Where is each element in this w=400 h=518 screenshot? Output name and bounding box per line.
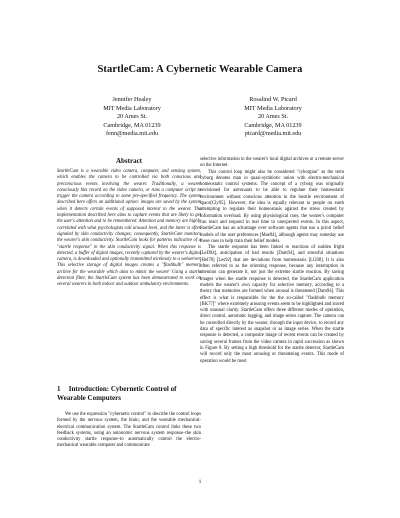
author-address-line: 20 Ames St.: [257, 113, 289, 121]
author-block-2: [198, 96, 348, 139]
author-address-line: Cambridge, MA 01239: [103, 121, 161, 129]
author-block-1: [57, 96, 207, 139]
body-paragraph: We use the expression "cybernetic control" to describe the control loops formed by the nervous system, the brain, and the wearable mechanical-electrical communication system. The StartleCam control links these two feedback systems, using an autonomic nervous system response–the skin conductivity startle response–to automatically control the electro-mechanical wearable computer and communicate: [57, 412, 201, 449]
abstract-text: StartleCam is a wearable video camera, computer, and sensing system, which enables the camera to be controlled via both conscious and preconscious events involving the wearer. Traditionally, a wearer consciously hits record on the video camera, or runs a computer script to trigger the camera according to some pre-specified frequency. The system described here offers an additional option: images are saved by the system when it detects certain events of supposed interest to the wearer. The implementation described here aims to capture events that are likely to get the user's attention and to be remembered. Attention and memory are highly correlated with what psychologists call arousal level, and the latter is often signaled by skin conductivity changes; consequently, StartleCam monitors the wearer's skin conductivity. StartleCam looks for patterns indicative of a "startle response" in the skin conductivity signal. When this response is detected, a buffer of digital images, recently captured by the wearer's digital camera, is downloaded and optionally transmitted wirelessly to a webserver. This selective storage of digital images creates a "flashbulb" memory archive for the wearable which aims to mimic the wearer' Using a startle detection filter, the StartleCam system has been demonstrated to work on several wearers in both indoor and outdoor ambulatory environments.: [57, 169, 201, 288]
author-address-line: 20 Ames St.: [116, 113, 148, 121]
body-paragraph: The startle response has been linked to reactions of sudden fright [LeD94], anticipation of bad results [Dam94], and stressful situations [Hel78] [Les92] that are deviations from homeostasis [LG88]. It is also often referred to as the orienting response, because any interruption in attention can generate it, not just the extreme startle reaction. By saving images when the startle response is detected, the StartleCam application models the wearer's own capacity for selective memory, according to a theory that memories are formed when arousal is threatened [Dam94]. This effect is what is responsible for the the so-called "flashbulb memory [BK77]" where extremely arousing events seem to be highlighted and stored with unusual clarity. StartleCam offers three different modes of operation, direct control, automatic logging, and image series capture. The camera can be controlled directly by the wearer, through the input device, to record any data of specific interest as snapshot or as image series. When the startle response is detected, a composite image of recent events can be created by saving several frames from the video camera in rapid succession as shown in Figure 8. By setting a high threshold for the startle detector, StartleCam will record only the most arousing or threatening events. This mode of operation would be most: [200, 245, 344, 364]
body-paragraph: selective information to the wearer's local digital archives or a remote server on the Internet.: [200, 157, 344, 169]
author-email: fenn@media.mit.edu: [105, 130, 159, 138]
author-email: picard@media.mit.edu: [244, 130, 302, 138]
paper-title: StartleCam: A Cybernetic Wearable Camera: [97, 64, 303, 75]
abstract-heading: Abstract: [115, 157, 143, 165]
author-name: Jennifer Healey: [112, 96, 152, 103]
author-name: Rosalind W. Picard: [249, 96, 297, 103]
page-number: 1: [198, 479, 202, 485]
author-affiliation: MIT Media Laboratory: [103, 104, 161, 112]
author-address-line: Cambridge, MA 01239: [244, 121, 302, 129]
section-heading: [57, 385, 201, 403]
author-affiliation: MIT Media Laboratory: [244, 104, 302, 112]
body-paragraph: This control loop might also be considered "cyborgian" as the term cyborg denotes man in quasi-symbiotic union with electro-mechanical homeostatic control systems. The concept of a cyborg was originally envisioned for astronauts to be able to regulate their homeostatic environment without conscious attention in the hostile environment of space[Cly95]. However, the idea is equally relevant to people on earth attempting to regulate their homeostasis against the stress created by information overload. By using physiological cues, the wearer's computer can react and respond in real time to unexpected events. In this aspect, StartleCam has an advantage over software agents that use a priori belief models of the user preferences [Mae94], although agents may someday use these cues to help train their belief models.: [200, 169, 344, 244]
right-column: [200, 157, 344, 365]
section-number: 1: [57, 385, 61, 393]
section-title: Introduction: Cybernetic Control of Wearable Computers: [57, 385, 177, 402]
section-body: [57, 412, 201, 450]
